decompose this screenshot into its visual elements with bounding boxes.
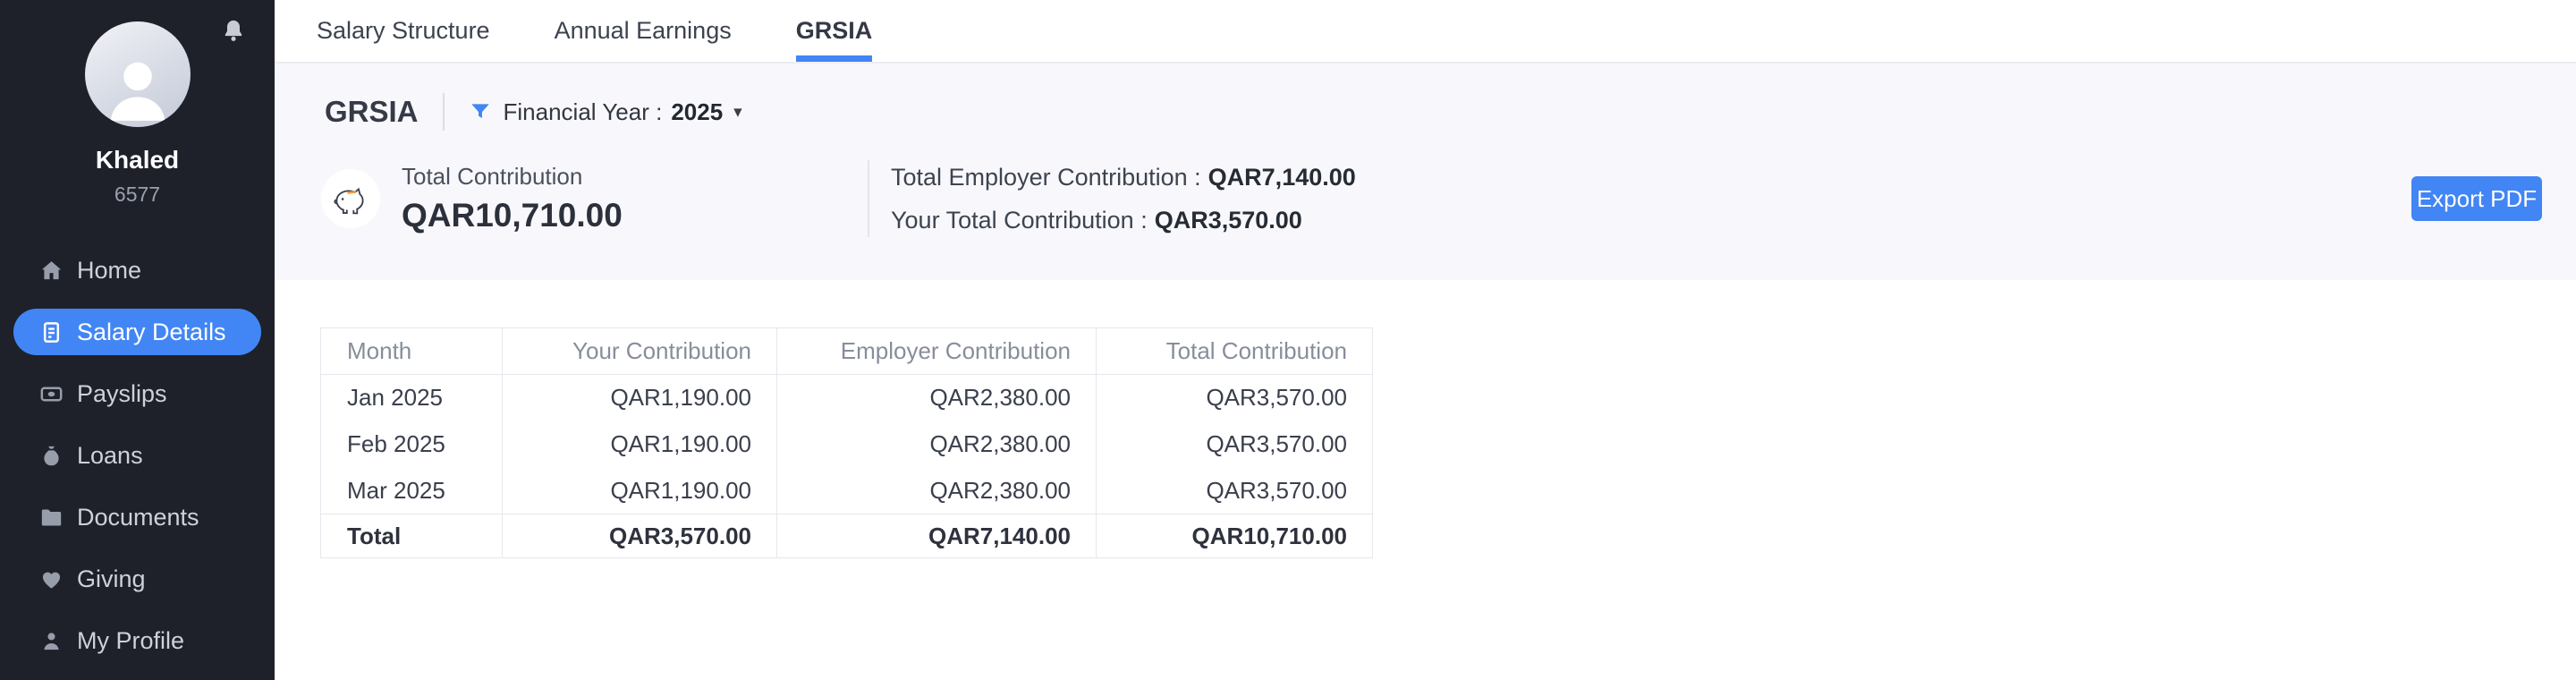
cell-employer-contribution: QAR2,380.00 bbox=[777, 421, 1097, 468]
employer-contribution-value: QAR7,140.00 bbox=[1208, 163, 1356, 191]
cell-month: Feb 2025 bbox=[321, 421, 503, 468]
cell-total-label: Total bbox=[321, 514, 503, 558]
cell-employer-contribution: QAR2,380.00 bbox=[777, 375, 1097, 421]
tab-grsia[interactable]: GRSIA bbox=[796, 0, 873, 62]
sidebar-item-my-profile[interactable] bbox=[13, 617, 261, 664]
total-contribution-text bbox=[402, 163, 623, 234]
main-area bbox=[275, 0, 2576, 680]
total-contribution-block bbox=[321, 163, 868, 234]
your-contribution-value: QAR3,570.00 bbox=[1154, 206, 1302, 234]
export-pdf-button[interactable]: Export PDF bbox=[2411, 176, 2542, 221]
sidebar-item-label: My Profile bbox=[77, 626, 185, 654]
summary-row bbox=[321, 160, 2542, 237]
chevron-down-icon: ▾ bbox=[733, 102, 742, 122]
sidebar-item-label: Salary Details bbox=[77, 318, 226, 345]
cell-employer-contribution-total: QAR7,140.00 bbox=[777, 514, 1097, 558]
your-contribution-line bbox=[891, 207, 1356, 234]
cell-your-contribution: QAR1,190.00 bbox=[503, 375, 777, 421]
employer-contribution-line bbox=[891, 164, 1356, 191]
sidebar-item-payslips[interactable] bbox=[13, 370, 261, 417]
filter-label: Financial Year : bbox=[503, 98, 663, 125]
sidebar-item-label: Documents bbox=[77, 503, 199, 531]
user-name: Khaled bbox=[95, 146, 180, 174]
home-icon bbox=[39, 259, 64, 283]
cell-your-contribution-total: QAR3,570.00 bbox=[503, 514, 777, 558]
sidebar-item-salary-details[interactable] bbox=[13, 309, 261, 355]
column-header-month: Month bbox=[321, 328, 503, 375]
column-header-your-contribution: Your Contribution bbox=[503, 328, 777, 375]
cell-month: Mar 2025 bbox=[321, 468, 503, 514]
cell-total-contribution: QAR3,570.00 bbox=[1097, 421, 1373, 468]
avatar bbox=[85, 21, 191, 127]
sidebar bbox=[0, 0, 275, 680]
contribution-breakdown bbox=[891, 164, 1356, 234]
tab-bar bbox=[275, 0, 2576, 64]
panel-header bbox=[275, 64, 2576, 131]
contributions-table-wrap bbox=[320, 327, 2576, 558]
cell-total-contribution: QAR3,570.00 bbox=[1097, 375, 1373, 421]
cell-employer-contribution: QAR2,380.00 bbox=[777, 468, 1097, 514]
page-title: GRSIA bbox=[325, 95, 419, 128]
user-id: 6577 bbox=[114, 183, 161, 206]
sidebar-item-label: Giving bbox=[77, 565, 146, 592]
financial-year-filter[interactable] bbox=[504, 98, 742, 126]
salary-details-icon bbox=[39, 320, 64, 344]
column-header-employer-contribution: Employer Contribution bbox=[777, 328, 1097, 375]
employer-contribution-label: Total Employer Contribution : bbox=[891, 163, 1201, 191]
column-header-total-contribution: Total Contribution bbox=[1097, 328, 1373, 375]
table-row bbox=[321, 421, 1373, 468]
tab-annual-earnings[interactable]: Annual Earnings bbox=[554, 17, 732, 44]
piggy-bank-icon bbox=[331, 181, 370, 217]
cell-month: Jan 2025 bbox=[321, 375, 503, 421]
contributions-table bbox=[320, 327, 1373, 558]
sidebar-item-loans[interactable] bbox=[13, 432, 261, 479]
filter-funnel-icon bbox=[469, 100, 492, 123]
sidebar-item-label: Payslips bbox=[77, 379, 167, 407]
summary-divider bbox=[868, 160, 869, 237]
heart-icon bbox=[39, 567, 64, 591]
cell-your-contribution: QAR1,190.00 bbox=[503, 421, 777, 468]
tab-salary-structure[interactable]: Salary Structure bbox=[317, 17, 490, 44]
cell-total-contribution: QAR3,570.00 bbox=[1097, 468, 1373, 514]
user-profile bbox=[0, 21, 275, 207]
person-icon bbox=[39, 629, 64, 653]
table-total-row bbox=[321, 514, 1373, 558]
filter-value: 2025 bbox=[671, 98, 724, 125]
sidebar-item-label: Home bbox=[77, 256, 142, 284]
folder-icon bbox=[39, 506, 64, 530]
total-contribution-label: Total Contribution bbox=[402, 163, 583, 190]
payslip-icon bbox=[39, 382, 64, 406]
table-row bbox=[321, 375, 1373, 421]
notification-bell-icon[interactable] bbox=[221, 18, 246, 43]
header-divider bbox=[443, 93, 445, 131]
sidebar-item-label: Loans bbox=[77, 441, 143, 469]
table-header-row bbox=[321, 328, 1373, 375]
money-bag-icon bbox=[39, 444, 64, 468]
grsia-summary-panel bbox=[275, 64, 2576, 280]
cell-your-contribution: QAR1,190.00 bbox=[503, 468, 777, 514]
piggy-bank-badge bbox=[321, 169, 380, 228]
your-contribution-label: Your Total Contribution : bbox=[891, 206, 1148, 234]
sidebar-nav bbox=[0, 247, 275, 664]
total-contribution-value: QAR10,710.00 bbox=[402, 197, 623, 234]
sidebar-item-giving[interactable] bbox=[13, 556, 261, 602]
sidebar-item-documents[interactable] bbox=[13, 494, 261, 540]
sidebar-item-home[interactable] bbox=[13, 247, 261, 293]
cell-total-contribution-total: QAR10,710.00 bbox=[1097, 514, 1373, 558]
table-row bbox=[321, 468, 1373, 514]
